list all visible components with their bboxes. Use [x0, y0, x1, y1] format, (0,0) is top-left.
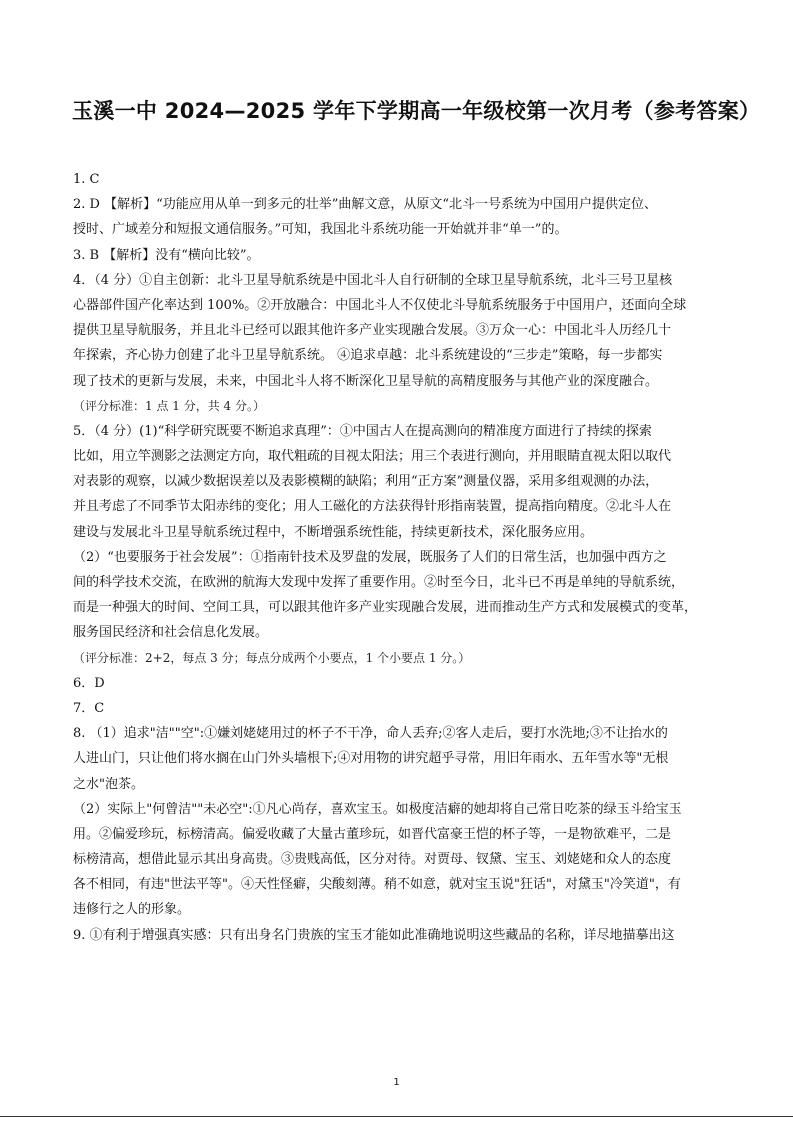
- answer-line: 提供卫星导航服务，并且北斗已经可以跟其他许多产业实现融合发展。③万众一心：中国北斗人历经几十: [73, 323, 672, 339]
- answer-line: （2）实际上"何曾洁""未必空":①凡心尚存，喜欢宝玉。如极度洁癖的她却将自己常日吃茶的绿玉斗给宝玉: [73, 801, 682, 817]
- answer-line: 3. B 【解析】没有“横向比较”。: [73, 247, 260, 263]
- answer-line: 之水"泡茶。: [73, 776, 144, 792]
- answer-line: 7．C: [73, 700, 105, 716]
- answer-line: 4．（4 分）①自主创新：北斗卫星导航系统是中国北斗人自行研制的全球卫星导航系统，北斗三号卫星核: [73, 272, 673, 288]
- answer-line: （2）“也要服务于社会发展”：①指南针技术及罗盘的发展，既服务了人们的日常生活，也加强中西方之: [73, 549, 667, 565]
- answer-line: 并且考虑了不同季节太阳赤纬的变化；用人工磁化的方法获得针形指南装置，提高指向精度。②北斗人在: [73, 499, 672, 515]
- answer-line: 用。②偏爱珍玩，标榜清高。偏爱收藏了大量古董珍玩，如晋代富豪王恺的杯子等，一是物欲难平，二是: [73, 826, 672, 842]
- answer-line: 心器部件国产化率达到 100%。②开放融合：中国北斗人不仅使北斗导航系统服务于中国用户，还面向全球: [73, 297, 687, 313]
- answer-line: 标榜清高，想借此显示其出身高贵。③贵贱高低，区分对待。对贾母、钗黛、宝玉、刘姥姥和众人的态度: [73, 852, 672, 868]
- answer-content: [73, 167, 733, 948]
- scoring-note: （评分标准：2+2，每点 3 分；每点分成两个小要点，1 个小要点 1 分。）: [73, 650, 471, 665]
- page-number: 1: [393, 1077, 400, 1088]
- answer-line: 比如，用立竿测影之法测定方向，取代粗疏的目视太阳法；用三个表进行测向，并用眼睛直视太阳以取代: [73, 449, 672, 465]
- answer-line: 而是一种强大的时间、空间工具，可以跟其他许多产业实现融合发展，进而推动生产方式和发展模式的变革，: [73, 600, 698, 616]
- page-title: 玉溪一中 2024—2025 学年下学期高一年级校第一次月考（参考答案）: [72, 99, 761, 123]
- page-bottom-rule: [0, 1116, 793, 1117]
- answer-line: 服务国民经济和社会信息化发展。: [73, 625, 269, 641]
- answer-line: 间的科学技术交流，在欧洲的航海大发现中发挥了重要作用。②时至今日，北斗已不再是单纯的导航系统，: [73, 575, 685, 590]
- answer-line: 人进山门，只让他们将水搁在山门外头墙根下;④对用物的讲究超乎寻常，用旧年雨水、五年雪水等"无根: [73, 751, 669, 767]
- answer-line: 建设与发展北斗卫星导航系统过程中，不断增强系统性能，持续更新技术，深化服务应用。: [73, 524, 594, 540]
- answer-line: 现了技术的更新与发展，未来，中国北斗人将不断深化卫星导航的高精度服务与其他产业的深度融合。: [73, 373, 659, 389]
- answer-line: 年探索，齐心协力创建了北斗卫星导航系统。 ④追求卓越：北斗系统建设的“三步走”策略，每一步都实: [73, 348, 663, 364]
- scoring-note: （评分标准：1 点 1 分，共 4 分。）: [73, 398, 265, 413]
- answer-line: 对表影的观察，以减少数据误差以及表影模糊的缺陷；利用“正方案”测量仪器，采用多组观测的办法，: [73, 474, 659, 490]
- answer-line: 各不相同，有违"世法平等"。④天性怪癖，尖酸刻薄。稍不如意，就对宝玉说"狂话"，对黛玉"冷笑道"，有: [73, 877, 681, 893]
- answer-line: 违修行之人的形象。: [73, 902, 191, 918]
- answer-line: 8. （1）追求"洁""空":①嫌刘姥姥用过的杯子不干净，命人丢弃;②客人走后，要打水洗地;③不让抬水的: [73, 726, 668, 742]
- answer-line: 1. C: [73, 172, 100, 187]
- answer-line: 9. ①有利于增强真实感：只有出身名门贵族的宝玉才能如此准确地说明这些藏品的名称，详尽地描摹出这: [73, 927, 675, 943]
- answer-line: 6．D: [73, 675, 105, 691]
- answer-line: 授时、广域差分和短报文通信服务。”可知，我国北斗系统功能一开始就并非“单一”的。: [73, 222, 568, 238]
- answer-line: 2. D 【解析】“功能应用从单一到多元的壮举”曲解文意，从原文“北斗一号系统为中国用户提供定位、: [73, 197, 658, 213]
- answer-line: 5．（4 分）(1)“科学研究既要不断追求真理”：①中国古人在提高测向的精准度方面进行了持续的探索: [73, 423, 652, 439]
